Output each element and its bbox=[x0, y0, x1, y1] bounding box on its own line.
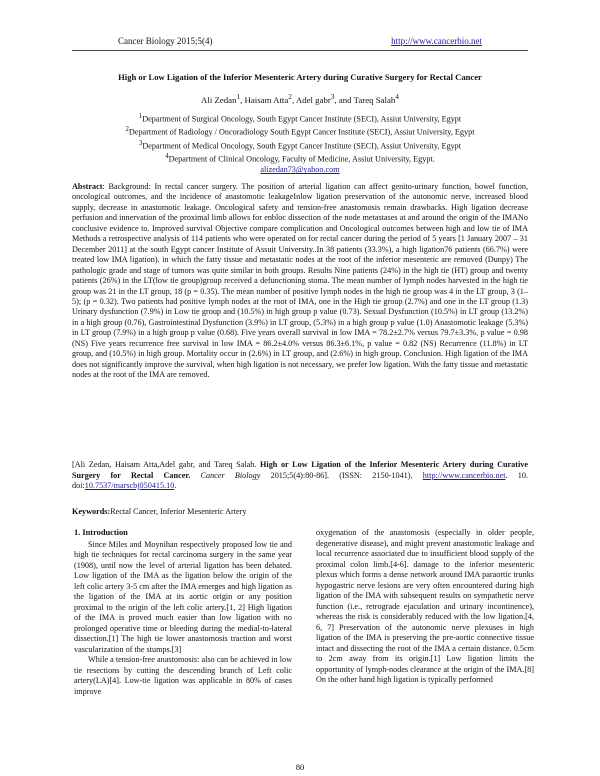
affiliation: $^4$Department of Clinical Oncology, Faculty of Medicine, Assiut University, Egypt. bbox=[165, 152, 435, 164]
paper-title: High or Low Ligation of the Inferior Mesenteric Artery during Curative Surgery for Rectal Cancer bbox=[118, 72, 482, 82]
author-email-link[interactable]: alizedan73@yahoo.com bbox=[260, 165, 340, 175]
doi-link[interactable]: 10.7537/marscbj050415.10 bbox=[84, 481, 175, 490]
paragraph: oxygenation of the anastomosis (especially in older people, degenerative disease), and might prevent anastomotic leakage and local recurrence associated due to insufficient blood supply of the proximal colon limb.[4-6]. damage to the inferior mesenteric plexus which forms a dense network around IMA paraortic trunks hypogastric nerve lesions are very often encountered during high ligation of the IMA with subsequent results on sympathetic nerve function (i.e., retrograde ejaculation and urinary incontinence), whereas the risk is considerably reduced with the low ligation.[4, 6, 7] Preservation of the autonomic nerve plexuses in high ligation of the IMA is preserving the pre-aortic connective tissue intact and dissecting the root of the IMA a certain distance. 0.5cm to 2cm away from its origin.[1] Low ligation limits the opportunity of lymph-nodes clearance at the origin of the IMA.[8] On the other hand high ligation is typically performed bbox=[316, 528, 534, 684]
keywords-label: Keywords: bbox=[72, 507, 111, 516]
abstract bbox=[72, 182, 528, 381]
citation: [Ali Zedan, Haisam Atta,Adel gabr, and Tareq Salah. High or Low Ligation of the Inferior Mesenteric Artery during Curative Surgery for Rectal Cancer. Cancer Biology 2015;5(4):80-86]. (ISSN: 2150-1041). http://www.cancerbio.net. 10. doi:10.7537/marscbj050415.10. bbox=[72, 460, 529, 490]
section-heading: 1. Introduction bbox=[74, 528, 128, 537]
keywords bbox=[72, 507, 528, 516]
journal-url-link[interactable]: http://www.cancerbio.net bbox=[391, 36, 482, 46]
body-column-right bbox=[316, 528, 534, 686]
author-list: Ali Zedan$^1$, Haisam Atta$^2$, Adel gabr$^3$, and Tareq Salah$^4$ bbox=[201, 92, 399, 105]
journal-name: Cancer Biology 2015;5(4) bbox=[118, 36, 213, 46]
citation-journal: Cancer Biology bbox=[200, 470, 261, 480]
citation-title: High or Low Ligation of the Inferior Mesenteric Artery during Curative Surgery for Rectal Cancer. bbox=[72, 460, 528, 480]
page-number: 80 bbox=[295, 762, 305, 772]
affiliation: $^1$Department of Surgical Oncology, South Egypt Cancer Institute (SECI), Assiut University, Egypt bbox=[138, 113, 462, 124]
paragraph: Since Miles and Moynihan respectively proposed low tie and high tie techniques for rectal carcinoma surgery in the same year (1908), until now the level of arterial ligation has been debated. Low ligation of the IMA as the ligation below the origin of the left colic artery 3-5 cm after the IMA emerges and high ligation as the ligation of the IMA at its aortic origin or any position proximal to the origin of the left colic artery.[1, 2] High ligation of the IMA is proved much easier than low ligation with no prolonged operative time or bleeding during the medial-to-lateral dissection.[1] The high tie lower anastomosis traction and worst vascularization of the stumps.[3] bbox=[74, 539, 292, 654]
keywords-text: Rectal Cancer, Inferior Mesenteric Artery bbox=[110, 507, 247, 516]
abstract-text: : Background: In rectal cancer surgery. The position of arterial ligation can affect genito-urinary function, bowel function, oncological outcomes, and the incidence of anastomotic leakageInlow ligation preservation of the autonomic nerve, increased blood supply, decrease in anastomotic leakage. Oncological safety and tension-free anastomosis remain drawbacks. High ligation decrease perfusion and innervation of the proximal limb allows for enbloc dissection of the node metastases at and around the origin of the IMANo conclusive evidence to. Improved survival Objective compare complication and Oncological outcomes between high and low tie of IMA Methods a retrospective analysis of 114 patients who were operated on for rectal cancer during the period of 5 years [1 January 2007 – 31 December 2011] at the south Egypt cancer Institute of Assuit University..In 38 patients (33.3%), a high ligation76 patients (66.7%) were treated low IMA ligation). in which the fatty tissue and metastatic nodes at the root of the inferior mesenteric are removed (Dunpy) The pathologic grade and stage of tumors was quite similar in both groups. Results Nine patients (24%) in the high tie (HT) group and twenty patients (26%) in the LT(low tie group)group received a defunctioning stoma. The mean number of lymph nodes harvested in the high tie group was 21 in the LT group, 18 (p = 0.35). The mean number of positive lymph nodes in the high tie group was 4 in the LT group, 3 (1–5); (p = 0.32). Two patients had positive lymph nodes at the root of IMA, one in the High tie group (2.7%) and one in the LT group (1.3) Urinary dysfunction (7.9%) in Low tie group and (10.5%) in high group p value (0.73). Sexual Dysfunction (10.5%) in LT group (13.2%) in a high group (0.76), Gastrointestinal Dysfunction (3.9%) in LT group, (5.3%) in a high group p value (1.0) Anastomotic leakage (5.3%) in LT group (7.9%) in a high group p value (0.68). Five years overall survival in low IMA = 78.2±2.7% versus 79.7±3.3%, p value = 0.98 (NS) Five years recurrence free survival in low IMA = 86.2±4.0% versus 86.3±6.1%, p value = 0.82 (NS) Recurrence (11.8%) in LT group, and (10.5%) in high group. Mortality occur in (2.6%) in LT group, and (2.6%) in high group. Conclusion. High ligation of the IMA does not significantly improve the survival, when high ligation is not necessary, we prefer low ligation. With the fatty tissue and metastatic nodes at the root of the IMA are removed. bbox=[72, 182, 528, 380]
body-column-left bbox=[74, 528, 292, 697]
paragraph: While a tension-free anastomosis: also can be achieved in low tie resections by cutting the descending branch of Left colic artery(LA)[4]. Low-tie ligation was applicable in 80% of cases improve bbox=[74, 655, 292, 696]
running-header bbox=[118, 36, 482, 50]
citation-url-link[interactable]: http://www.cancerbio.net bbox=[422, 470, 506, 480]
affiliation: $^3$Department of Medical Oncology, South Egypt Cancer Institute (SECI), Assiut University, Egypt bbox=[138, 139, 462, 151]
author-name: Haisam Atta bbox=[244, 94, 289, 105]
affiliations bbox=[60, 112, 540, 176]
author-name: Tareq Salah bbox=[353, 94, 396, 105]
author-name: Adel gabr bbox=[295, 94, 331, 105]
header-rule bbox=[72, 50, 528, 51]
affiliation: $^2$Department of Radiology / Oncoradiology South Egypt Cancer Institute (SECI), Assiut University, Egypt bbox=[125, 126, 475, 138]
abstract-label: Abstract bbox=[72, 182, 103, 191]
author-name: Ali Zedan bbox=[201, 94, 237, 105]
